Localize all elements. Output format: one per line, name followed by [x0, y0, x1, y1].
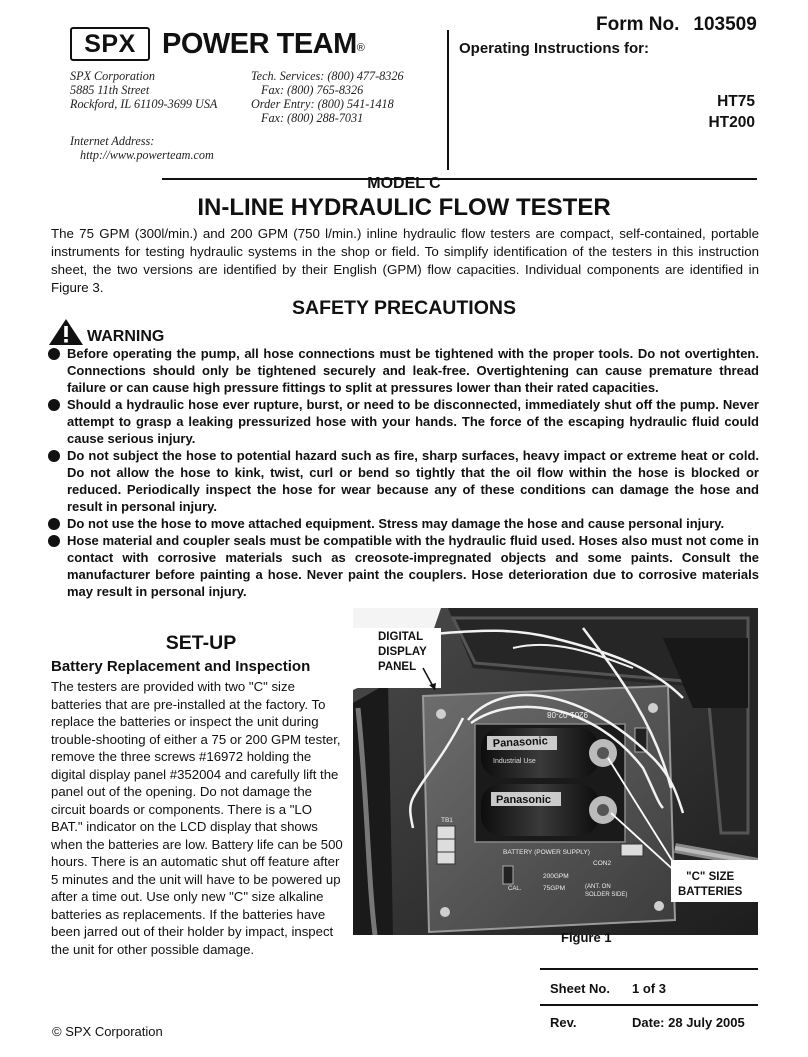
revision-date: Date: 28 July 2005 [632, 1015, 745, 1030]
bullet-icon [48, 518, 60, 530]
list-item: Should a hydraulic hose ever rupture, burst, or need to be disconnected, immediately shut off the pump. Never attempt to grasp a leaking pressurized hose with your hands. The force of the escaping hydraulic fluid could cause serious injury. [48, 396, 759, 447]
contact-line: Order Entry: (800) 541-1418 [251, 97, 394, 111]
cal-text: CAL. [508, 886, 522, 892]
gpm75-text: 75GPM [543, 885, 566, 892]
battery-brand-text: Panasonic [492, 735, 549, 750]
copyright: © SPX Corporation [52, 1024, 163, 1039]
divider [540, 968, 758, 970]
model-subtitle: MODEL C [367, 175, 441, 192]
intro-paragraph: The 75 GPM (300l/min.) and 200 GPM (750 l/min.) inline hydraulic flow testers are compact, self-contained, portable instruments for testing hydraulic systems in the shop or field. To simplify identification of the testers in this instruction sheet, the two versions are identified by their English (GPM) flow capacities. Individual components are identified in Figure 3. [51, 226, 759, 295]
address-line: Rockford, IL 61109-3699 USA [70, 97, 218, 111]
setup-subheading: Battery Replacement and Inspection [51, 658, 311, 675]
label-line: "C" SIZE [686, 871, 735, 883]
sheet-info-box [540, 968, 758, 1038]
bullet-icon [48, 348, 60, 360]
safety-heading: SAFETY PRECAUTIONS [292, 297, 516, 319]
con2-text: CON2 [593, 860, 612, 867]
contact-line: Tech. Services: (800) 477-8326 [251, 69, 404, 83]
form-number: Form No. 103509 [596, 14, 757, 35]
list-item: Do not subject the hose to potential hazard such as fire, sharp surfaces, heavy impact or extreme heat or cold. Do not allow the hose to kink, twist, curl or bend so tightly that the oil flow within the hose is blocked or reduced. Periodically inspect the hose for wear because any of these conditions can damage the hose and result in personal injury. [48, 447, 759, 515]
battery-sub-text: Industrial Use [493, 758, 536, 765]
ant-text: (ANT. ON [585, 884, 611, 890]
tb1-text: TB1 [441, 817, 453, 824]
figure-caption: Figure 1 [561, 930, 612, 945]
battery-supply-text: BATTERY (POWER SUPPLY) [503, 849, 590, 856]
company-address [70, 69, 217, 111]
label-line: PANEL [378, 661, 417, 673]
solder-text: SOLDER SIDE) [585, 892, 628, 898]
power-team-logo: POWER TEAM® [162, 28, 365, 60]
model-ht75: HT75 [717, 93, 755, 110]
spx-logo: SPX [70, 27, 150, 61]
warning-label: WARNING [87, 328, 165, 345]
label-line: DIGITAL [378, 631, 424, 643]
internet-address [70, 134, 214, 162]
safety-list [48, 345, 759, 600]
header-divider [447, 30, 449, 170]
bullet-icon [48, 450, 60, 462]
part-number-text: 9201-02-08 [547, 710, 588, 719]
label-line: DISPLAY [378, 646, 427, 658]
bullet-icon [48, 399, 60, 411]
setup-heading: SET-UP [165, 632, 237, 654]
list-item: Hose material and coupler seals must be compatible with the hydraulic fluid used. Hoses also must not come in contact with corrosive materials such as creosote-impregnated objects and some paints. Consult the manufacturer before painting a hose. Never paint the couplers. Hose deterioration due to corrosive materials may result in personal injury. [48, 532, 759, 600]
address-line: SPX Corporation [70, 69, 155, 83]
gpm200-text: 200GPM [543, 873, 569, 880]
digital-panel-label [378, 630, 427, 675]
label-line: BATTERIES [678, 886, 743, 898]
internet-label: Internet Address: [70, 134, 155, 148]
address-line: 5885 11th Street [70, 83, 150, 97]
list-item: Do not use the hose to move attached equipment. Stress may damage the hose and cause personal injury. [48, 515, 759, 532]
operating-instructions-label: Operating Instructions for: [459, 40, 650, 57]
model-ht200: HT200 [708, 114, 755, 131]
contact-numbers [251, 69, 404, 125]
divider [540, 1004, 758, 1006]
sheet-number-label: Sheet No. [550, 981, 610, 996]
bullet-icon [48, 535, 60, 547]
battery-brand-text-2: Panasonic [496, 794, 552, 806]
page-title: IN-LINE HYDRAULIC FLOW TESTER [197, 194, 611, 221]
batteries-label [678, 870, 742, 900]
internet-url[interactable]: http://www.powerteam.com [80, 148, 214, 162]
contact-line: Fax: (800) 288-7031 [261, 111, 364, 125]
contact-line: Fax: (800) 765-8326 [261, 83, 364, 97]
list-item: Before operating the pump, all hose connections must be tightened with the proper tools. Do not overtighten. Connections should only be tightened securely and leak-free. Overtightening can cause premature thread failure or can cause high pressure fittings to split at pressures lower than their rated capacities. [48, 345, 759, 396]
sheet-number-value: 1 of 3 [632, 981, 666, 996]
revision-label: Rev. [550, 1015, 577, 1030]
setup-paragraph: The testers are provided with two "C" size batteries that are pre-installed at the factory. To replace the batteries or inspect the unit during trouble-shooting of either a 75 or 200 GPM tester, remove the three screws #16972 holding the digital display panel #352004 and carefully lift the panel out of the opening. Do not damage the circuit boards or components. There is a "LO BAT." indicator on the LCD display that shows when the batteries are low. Battery life can be 500 hours. There is an automatic shut off feature after 5 minutes and the unit will have to be powered up after a time out. Use only new "C" size alkaline batteries as replacements. If the batteries have been jarred out of their holder by impact, inspect the unit for other possible damage. [51, 679, 343, 957]
